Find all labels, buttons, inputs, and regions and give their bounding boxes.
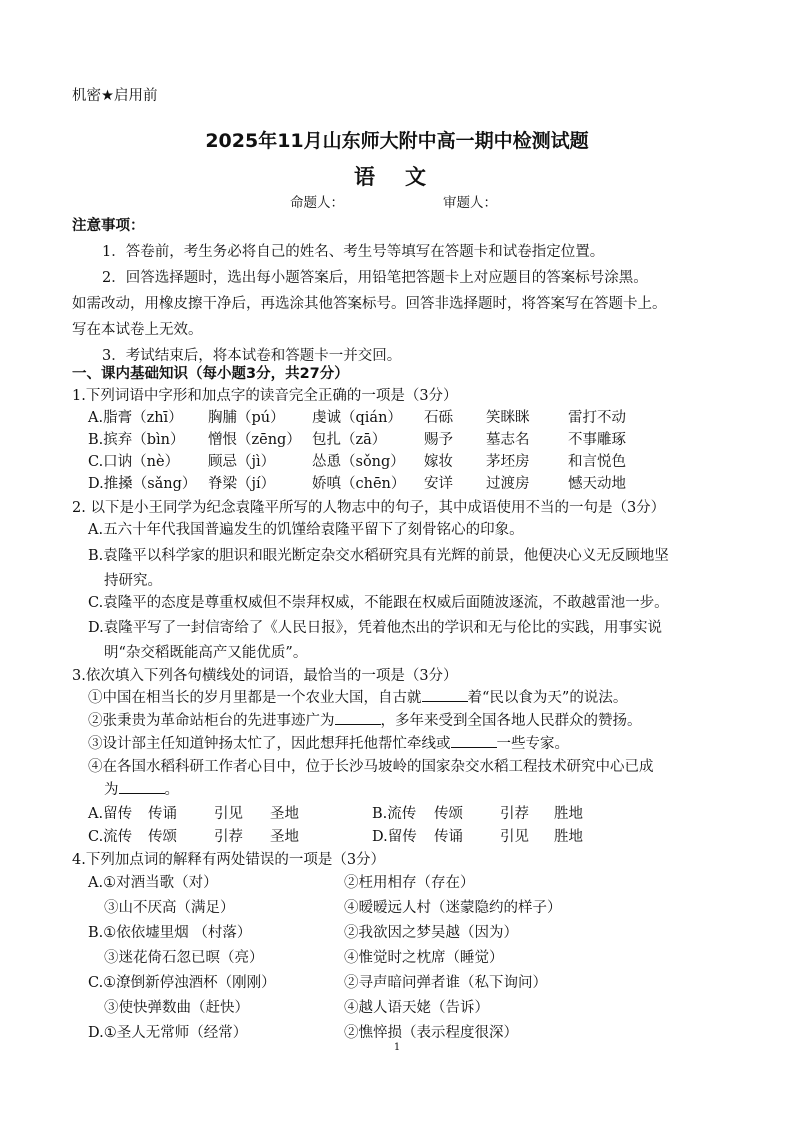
answer-blank-2 — [335, 710, 381, 725]
q4-a-3: ③山不厌高（满足） — [104, 900, 235, 916]
q4-b-1: B.①依依墟里烟 （村落） — [88, 925, 252, 941]
q3-c-4: 圣地 — [270, 829, 299, 845]
answer-blank-4 — [119, 779, 165, 794]
q2-option-d-line1: D.袁隆平写了一封信寄给了《人民日报》，凭着他杰出的学识和无与伦比的实践，用事实说 — [88, 620, 662, 636]
reviewer-label: 审题人： — [443, 195, 497, 211]
answer-blank-3 — [451, 733, 497, 748]
q3-d-1: D.留传 — [372, 829, 417, 845]
q3-b-1: B.流传 — [372, 806, 417, 822]
q1-c-word4: 嫁妆 — [424, 454, 453, 470]
q1-stem: 1.下列词语中字形和加点字的读音完全正确的一项是（3分） — [72, 388, 458, 404]
q3-d-2: 传诵 — [434, 829, 463, 845]
q3-a-2: 传诵 — [148, 806, 177, 822]
q4-c-4: ④越人语天姥（告诉） — [344, 1000, 489, 1016]
q1-a-word4: 石砾 — [424, 410, 453, 426]
exam-title: 2025年11月山东师大附中高一期中检测试题 — [205, 130, 589, 152]
q3-s3-part1: ③设计部主任知道钟扬太忙了，因此想拜托他帮忙牵线或 — [88, 736, 451, 752]
q1-a-word3: 虔诚（qián） — [312, 410, 402, 426]
q4-a-1: A.①对酒当歌（对） — [88, 875, 218, 891]
q1-b-word5: 墓志名 — [486, 432, 530, 448]
q1-b-word4: 赐予 — [424, 432, 453, 448]
note-2b: 如需改动，用橡皮擦干净后，再选涂其他答案标号。回答非选择题时，将答案写在答题卡上。 — [72, 296, 667, 312]
q4-b-2: ②我欲因之梦吴越（因为） — [344, 925, 518, 941]
q4-a-4: ④暧暧远人村（迷蒙隐约的样子） — [344, 900, 562, 916]
q3-sentence-4-line1: ④在各国水稻科研工作者心目中，位于长沙马坡岭的国家杂交水稻工程技术研究中心已成 — [88, 759, 654, 775]
q3-b-4: 胜地 — [554, 806, 583, 822]
q4-stem: 4.下列加点词的解释有两处错误的一项是（3分） — [72, 852, 386, 868]
q3-stem: 3.依次填入下列各句横线处的词语，最恰当的一项是（3分） — [72, 668, 458, 684]
q1-d-word6: 憾天动地 — [568, 476, 626, 492]
subject-title: 语文 — [354, 164, 456, 189]
q3-c-2: 传颂 — [148, 829, 177, 845]
q3-s4-part1: 为 — [104, 782, 119, 798]
q3-b-3: 引荐 — [500, 806, 529, 822]
q1-d-word3: 娇嗔（chēn） — [312, 476, 406, 492]
q3-a-3: 引见 — [214, 806, 243, 822]
section-1-title: 一、课内基础知识（每小题3分，共27分） — [72, 366, 349, 382]
q2-stem: 2. 以下是小王同学为纪念袁隆平所写的人物志中的句子，其中成语使用不当的一句是（3分） — [72, 500, 666, 516]
q1-d-word5: 过渡房 — [486, 476, 530, 492]
q3-sentence-2 — [88, 709, 642, 730]
q3-s1-part1: ①中国在相当长的岁月里都是一个农业大国，自古就 — [88, 690, 422, 706]
q1-a-word5: 笑眯眯 — [486, 410, 530, 426]
q4-d-2: ②憔悴损（表示程度很深） — [344, 1025, 518, 1041]
note-2a: 2．回答选择题时，选出每小题答案后，用铅笔把答题卡上对应题目的答案标号涂黑。 — [102, 270, 648, 286]
q4-a-2: ②枉用相存（存在） — [344, 875, 475, 891]
q1-d-word4: 安详 — [424, 476, 453, 492]
q3-c-1: C.流传 — [88, 829, 133, 845]
q3-a-4: 圣地 — [270, 806, 299, 822]
q4-c-3: ③使快弹数曲（赶快） — [104, 1000, 249, 1016]
q4-c-1: C.①潦倒新停浊酒杯（刚刚） — [88, 975, 276, 991]
q3-s3-part2: 一些专家。 — [496, 736, 569, 752]
q1-c-word3: 怂恿（sǒng） — [312, 454, 405, 470]
note-2c: 写在本试卷上无效。 — [72, 322, 203, 338]
page-number: 1 — [393, 1042, 401, 1053]
q2-option-a: A.五六十年代我国普遍发生的饥馑给袁隆平留下了刻骨铭心的印象。 — [88, 522, 524, 538]
q4-b-3: ③迷花倚石忽已暝（亮） — [104, 950, 264, 966]
q4-b-4: ④惟觉时之枕席（睡觉） — [344, 950, 504, 966]
q2-option-d-line2: 明“杂交稻既能高产又能优质”。 — [104, 645, 308, 661]
q4-d-1: D.①圣人无常师（经常） — [88, 1025, 248, 1041]
q3-d-4: 胜地 — [554, 829, 583, 845]
q1-a-word1: A.脂膏（zhī） — [88, 410, 183, 426]
q3-c-3: 引荐 — [214, 829, 243, 845]
q3-s1-part2: 着“民以食为天”的说法。 — [467, 690, 628, 706]
q3-b-2: 传颂 — [434, 806, 463, 822]
q1-b-word2: 憎恨（zēng） — [208, 432, 301, 448]
q1-a-word6: 雷打不动 — [568, 410, 626, 426]
q2-option-b-line2: 持研究。 — [104, 573, 162, 589]
q2-option-b-line1: B.袁隆平以科学家的胆识和眼光断定杂交水稻研究具有光辉的前景，他便决心义无反顾地坚 — [88, 548, 669, 564]
q3-s2-part1: ②张秉贵为革命站柜台的先进事迹广为 — [88, 713, 335, 729]
q4-c-2: ②寻声暗问弹者谁（私下询问） — [344, 975, 547, 991]
q1-c-word1: C.口讷（nè） — [88, 454, 180, 470]
setter-label: 命题人： — [290, 195, 344, 211]
confidential-label: 机密★启用前 — [72, 88, 158, 104]
answer-blank-1 — [422, 687, 468, 702]
notes-title: 注意事项： — [72, 218, 145, 234]
q3-a-1: A.留传 — [88, 806, 133, 822]
q1-c-word5: 茅坯房 — [486, 454, 530, 470]
q1-c-word2: 顾忌（jì） — [208, 454, 276, 470]
q3-sentence-3 — [88, 732, 569, 753]
q1-d-word1: D.推搡（sǎng） — [88, 476, 197, 492]
note-3: 3．考试结束后，将本试卷和答题卡一并交回。 — [102, 348, 402, 364]
q3-s2-part2: ，多年来受到全国各地人民群众的赞扬。 — [380, 713, 642, 729]
q1-b-word1: B.摈弃（bìn） — [88, 432, 185, 448]
q2-option-c: C.袁隆平的态度是尊重权威但不崇拜权威，不能跟在权威后面随波逐流，不敢越雷池一步。 — [88, 595, 669, 611]
q1-b-word3: 包扎（zā） — [312, 432, 387, 448]
q1-d-word2: 脊梁（jí） — [208, 476, 276, 492]
q3-sentence-1 — [88, 686, 627, 707]
q1-c-word6: 和言悦色 — [568, 454, 626, 470]
q3-s4-part2: 。 — [164, 782, 179, 798]
q3-sentence-4-line2 — [104, 778, 179, 799]
q1-b-word6: 不事雕琢 — [568, 432, 626, 448]
q3-d-3: 引见 — [500, 829, 529, 845]
q1-a-word2: 胸脯（pú） — [208, 410, 285, 426]
note-1: 1．答卷前，考生务必将自己的姓名、考生号等填写在答题卡和试卷指定位置。 — [102, 244, 605, 260]
